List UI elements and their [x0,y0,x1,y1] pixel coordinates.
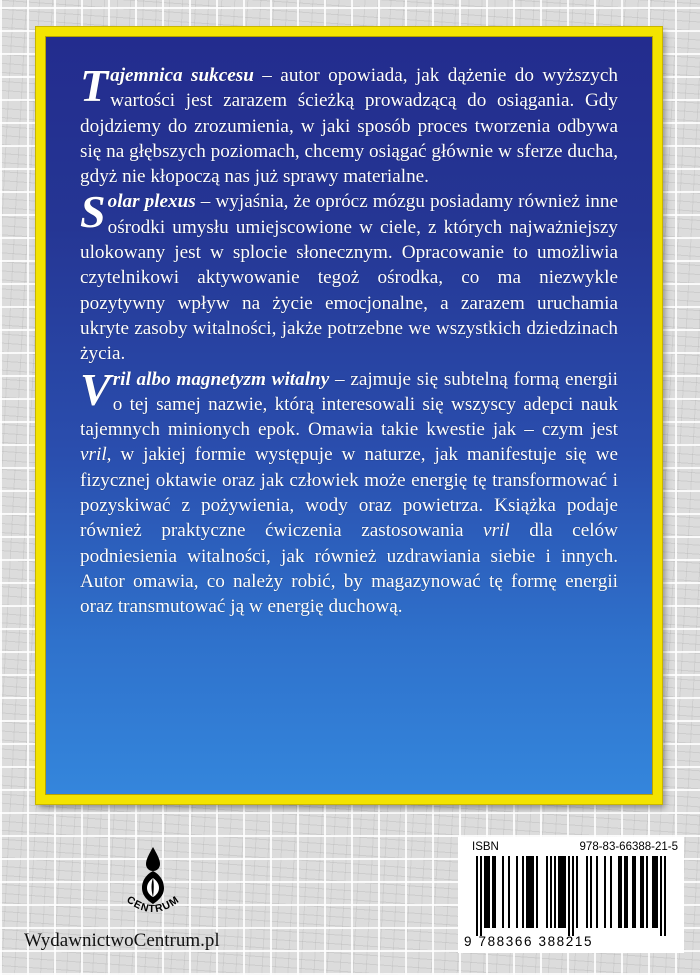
barcode-bar [610,856,612,928]
paragraph-text: , w jakiej formie występuje w naturze, jak manifestuje się we fizycznej oktawie oraz jak człowiek może energię tę transformować i pozyskiwać z pożywienia, wody oraz powietrza. Książka podaje również praktyczne ćwiczenia zastosowania [80,444,618,542]
isbn-number: 978-83-66388-21-5 [579,841,678,853]
barcode-bar [494,856,496,928]
barcode-bar [508,856,510,928]
barcode-bar [532,856,534,928]
barcode-bar [626,856,628,928]
barcode-bar [546,856,548,928]
paragraph-text: dla celów podniesienia witalności, jak również uzdrawiania siebie i innych. Autor omawia, co należy robić, by magazynować tę formę energii oraz transmutować ją w energię duchową. [80,520,618,618]
barcode-bar [536,856,538,928]
blurb-paragraph-1 [80,60,618,189]
barcode-bar [550,856,552,928]
paragraph-text: – autor opowiada, jak dążenie do wyższych wartości jest zarazem ścieżką prowadzącą do osiągania. Gdy dojdziemy do zrozumienia, w jaki sposób proces tworzenia odbywa się na głębszych poziomach, chcemy osiągać głównie w sferze ducha, gdyż nie kłopoczą nas już sprawy materialne. [80,65,618,188]
blurb-text [80,60,618,620]
barcode-bar [652,856,654,928]
barcode-bar [654,856,656,928]
blurb-paragraph-2 [80,186,618,366]
paragraph-text: – zajmuje się subtelną formą energii o tej samej nazwie, którą interesowali się wszyscy adepci nauk tajemnych minionych epok. Omawia takie kwestie jak – czym jest [80,368,618,441]
drop-cap: S [80,186,106,238]
barcode-bar [642,856,644,928]
barcode-bar [526,856,528,928]
barcode-bar [558,856,560,928]
barcode-bar [656,856,658,928]
barcode-bar [596,856,598,928]
barcode-bar [646,856,648,928]
barcode-bar [554,856,556,928]
emphasis-term: vril [483,520,510,542]
drop-cap: T [80,60,109,111]
book-title: ril albo magnetyzm witalny [112,368,330,390]
barcode-bar [618,856,620,928]
blurb-panel [36,27,662,804]
barcode-bar [568,856,570,936]
barcode-bar [660,856,662,936]
barcode-bar [502,856,504,928]
barcode-bar [488,856,490,928]
barcode-bar [586,856,588,928]
barcode-bar [664,856,666,936]
barcode-bar [620,856,622,928]
barcode-bar [480,856,482,936]
barcode-bar [590,856,592,928]
logo-text: CENTRUM [124,893,182,916]
barcode-bar [486,856,488,928]
barcode-bar [634,856,636,928]
isbn-label: ISBN [472,841,499,853]
barcode-bar [640,856,642,928]
barcode-bar [632,856,634,928]
barcode-bar [560,856,562,928]
isbn-barcode-box [458,837,684,953]
blurb-paragraph-3 [80,363,618,620]
book-title: olar plexus [107,191,196,213]
barcode-bar [492,856,494,928]
book-title: ajemnica sukcesu [110,65,254,86]
paragraph-text: – wyjaśnia, że oprócz mózgu posiadamy również inne ośrodki umysłu umiejscowione w ciele, z których najważniejszy ulokowany jest w splocie słonecznym. Opracowanie to umożliwia czytelnikowi aktywowanie tegoż ośrodka, co ma niezwykle pozytywny wpływ na życie emocjonalne, a zarazem uruchamia ukryte zasoby witalności, jakże potrzebne we wszystkich dziedzinach życia. [80,191,618,365]
barcode-bar [484,856,486,928]
barcode-bar [516,856,518,928]
barcode-bar [522,856,524,928]
barcode [464,856,678,936]
barcode-bar [528,856,530,928]
barcode-bar [624,856,626,928]
barcode-bar [604,856,606,928]
barcode-digits: 9 788366 388215 [464,934,594,949]
centrum-logo [118,844,188,924]
publisher-url[interactable]: WydawnictwoCentrum.pl [24,930,220,951]
barcode-bar [564,856,566,928]
isbn-header [464,840,678,854]
drop-cap: V [80,363,111,415]
barcode-bar [576,856,578,928]
emphasis-term: vril [80,444,107,466]
barcode-bar [572,856,574,936]
barcode-bar [476,856,478,936]
barcode-bar [530,856,532,928]
barcode-bar [562,856,564,928]
